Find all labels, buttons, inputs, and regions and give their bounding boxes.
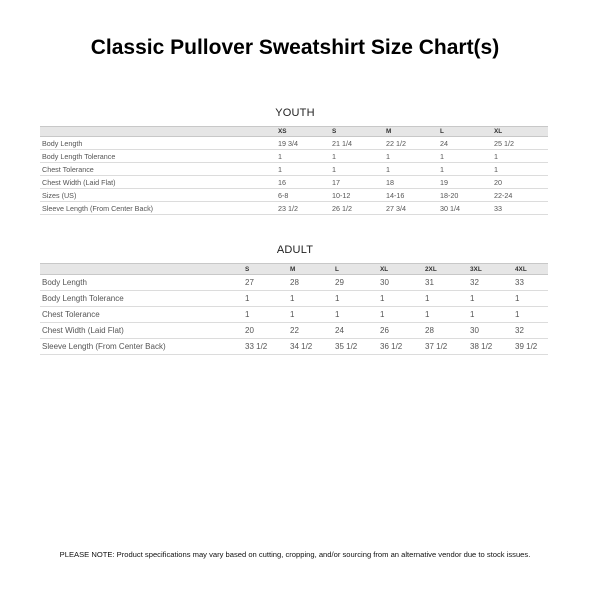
measurement-label: Sizes (US) <box>40 189 276 202</box>
measurement-label: Body Length <box>40 275 243 291</box>
measurement-label: Chest Tolerance <box>40 163 276 176</box>
measurement-value: 1 <box>276 150 330 163</box>
measurement-value: 1 <box>276 163 330 176</box>
table-row <box>40 323 548 339</box>
size-column-header: M <box>288 264 333 275</box>
adult-table-body <box>40 275 548 355</box>
measurement-value: 1 <box>384 163 438 176</box>
table-row <box>40 163 548 176</box>
measurement-label: Chest Width (Laid Flat) <box>40 323 243 339</box>
measurement-value: 1 <box>243 307 288 323</box>
table-row <box>40 275 548 291</box>
measurement-value: 1 <box>513 307 548 323</box>
measurement-value: 39 1/2 <box>513 339 548 355</box>
table-row <box>40 291 548 307</box>
measurement-label: Body Length <box>40 137 276 150</box>
measurement-value: 18 <box>384 176 438 189</box>
measurement-value: 20 <box>243 323 288 339</box>
measurement-value: 1 <box>492 163 548 176</box>
youth-heading: YOUTH <box>275 107 315 119</box>
adult-header-row <box>40 264 548 275</box>
youth-size-table <box>40 126 548 215</box>
measurement-value: 33 1/2 <box>243 339 288 355</box>
measurement-value: 1 <box>330 150 384 163</box>
table-row <box>40 339 548 355</box>
measurement-value: 16 <box>276 176 330 189</box>
table-row <box>40 189 548 202</box>
measurement-value: 30 1/4 <box>438 202 492 215</box>
measurement-value: 1 <box>468 291 513 307</box>
measurement-value: 22 1/2 <box>384 137 438 150</box>
measurement-value: 33 <box>513 275 548 291</box>
measurement-value: 1 <box>468 307 513 323</box>
size-column-header: XL <box>378 264 423 275</box>
measurement-value: 1 <box>333 291 378 307</box>
size-column-header: M <box>384 127 438 137</box>
measurement-value: 14-16 <box>384 189 438 202</box>
measurement-value: 28 <box>423 323 468 339</box>
size-column-header: 4XL <box>513 264 548 275</box>
adult-heading: ADULT <box>276 244 314 256</box>
table-row <box>40 176 548 189</box>
measurement-value: 28 <box>288 275 333 291</box>
size-column-header: XS <box>276 127 330 137</box>
measurement-value: 26 <box>378 323 423 339</box>
table-row <box>40 137 548 150</box>
measurement-value: 19 <box>438 176 492 189</box>
size-column-header: L <box>333 264 378 275</box>
measurement-value: 32 <box>513 323 548 339</box>
disclaimer-note: PLEASE NOTE: Product specifications may vary based on cutting, cropping, and/or sourcing from an alternative vendor due to stock issues. <box>59 550 531 559</box>
adult-size-table <box>40 263 548 355</box>
measurement-value: 32 <box>468 275 513 291</box>
table-row <box>40 307 548 323</box>
measurement-value: 1 <box>513 291 548 307</box>
measurement-value: 1 <box>378 307 423 323</box>
table-row <box>40 150 548 163</box>
measurement-value: 27 3/4 <box>384 202 438 215</box>
measurement-label: Body Length Tolerance <box>40 291 243 307</box>
measurement-value: 1 <box>333 307 378 323</box>
measurement-value: 6-8 <box>276 189 330 202</box>
measurement-value: 17 <box>330 176 384 189</box>
measurement-value: 1 <box>378 291 423 307</box>
youth-header-row <box>40 127 548 137</box>
measurement-value: 25 1/2 <box>492 137 548 150</box>
measurement-value: 21 1/4 <box>330 137 384 150</box>
measurement-value: 1 <box>288 307 333 323</box>
measurement-value: 22-24 <box>492 189 548 202</box>
measurement-value: 27 <box>243 275 288 291</box>
measurement-value: 1 <box>438 163 492 176</box>
measurement-value: 31 <box>423 275 468 291</box>
measurement-value: 33 <box>492 202 548 215</box>
measurement-value: 1 <box>243 291 288 307</box>
measurement-label: Body Length Tolerance <box>40 150 276 163</box>
measurement-value: 23 1/2 <box>276 202 330 215</box>
size-column-header: XL <box>492 127 548 137</box>
measurement-value: 30 <box>468 323 513 339</box>
measurement-value: 1 <box>438 150 492 163</box>
measurement-value: 1 <box>492 150 548 163</box>
measurement-value: 1 <box>288 291 333 307</box>
measurement-value: 24 <box>438 137 492 150</box>
measurement-value: 35 1/2 <box>333 339 378 355</box>
measurement-label: Chest Width (Laid Flat) <box>40 176 276 189</box>
measurement-value: 1 <box>384 150 438 163</box>
size-column-header: 2XL <box>423 264 468 275</box>
measurement-value: 24 <box>333 323 378 339</box>
header-spacer <box>40 264 243 275</box>
measurement-value: 30 <box>378 275 423 291</box>
measurement-label: Sleeve Length (From Center Back) <box>40 339 243 355</box>
measurement-value: 26 1/2 <box>330 202 384 215</box>
measurement-value: 29 <box>333 275 378 291</box>
measurement-value: 10-12 <box>330 189 384 202</box>
header-spacer <box>40 127 276 137</box>
measurement-label: Sleeve Length (From Center Back) <box>40 202 276 215</box>
measurement-value: 37 1/2 <box>423 339 468 355</box>
measurement-value: 19 3/4 <box>276 137 330 150</box>
measurement-value: 36 1/2 <box>378 339 423 355</box>
measurement-value: 1 <box>423 291 468 307</box>
measurement-value: 34 1/2 <box>288 339 333 355</box>
table-row <box>40 202 548 215</box>
size-column-header: L <box>438 127 492 137</box>
measurement-value: 20 <box>492 176 548 189</box>
size-column-header: S <box>330 127 384 137</box>
measurement-value: 22 <box>288 323 333 339</box>
measurement-value: 38 1/2 <box>468 339 513 355</box>
page-title: Classic Pullover Sweatshirt Size Chart(s) <box>90 36 500 59</box>
measurement-value: 1 <box>330 163 384 176</box>
size-column-header: 3XL <box>468 264 513 275</box>
youth-table-body <box>40 137 548 215</box>
measurement-value: 1 <box>423 307 468 323</box>
measurement-value: 18-20 <box>438 189 492 202</box>
measurement-label: Chest Tolerance <box>40 307 243 323</box>
size-column-header: S <box>243 264 288 275</box>
